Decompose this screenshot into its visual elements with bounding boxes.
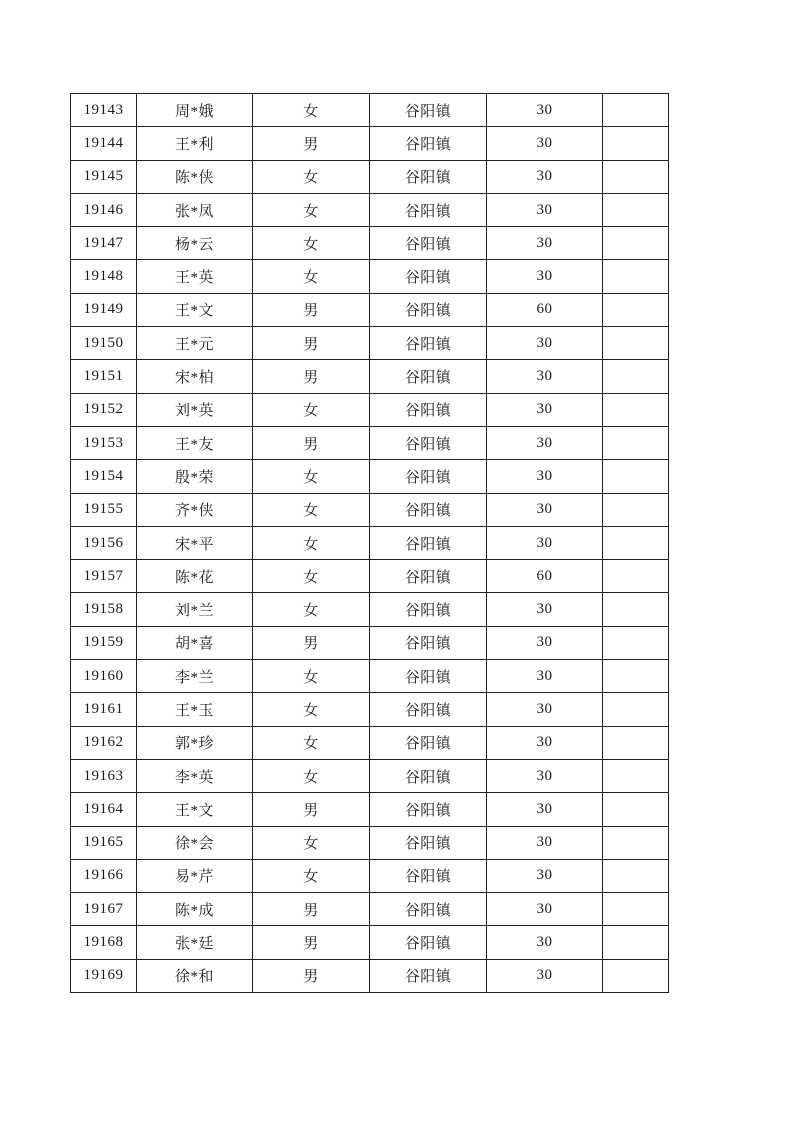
cell-name: 陈*侠: [137, 160, 253, 193]
cell-town: 谷阳镇: [370, 160, 487, 193]
cell-amount: 30: [487, 526, 603, 559]
cell-gender: 男: [253, 926, 370, 959]
cell-gender: 女: [253, 160, 370, 193]
table-row: [71, 859, 669, 892]
table-row: [71, 959, 669, 992]
cell-gender: 男: [253, 959, 370, 992]
cell-id: 19167: [71, 893, 137, 926]
cell-name: 刘*兰: [137, 593, 253, 626]
table-row: [71, 260, 669, 293]
cell-remark: [603, 759, 669, 792]
table-row: [71, 759, 669, 792]
table-row: [71, 626, 669, 659]
cell-amount: 30: [487, 260, 603, 293]
cell-id: 19146: [71, 193, 137, 226]
roster-table: [70, 93, 669, 993]
cell-id: 19164: [71, 793, 137, 826]
roster-table-body: [71, 94, 669, 993]
cell-name: 刘*英: [137, 393, 253, 426]
table-row: [71, 660, 669, 693]
table-row: [71, 193, 669, 226]
cell-name: 陈*成: [137, 893, 253, 926]
cell-id: 19152: [71, 393, 137, 426]
cell-name: 张*凤: [137, 193, 253, 226]
cell-gender: 女: [253, 193, 370, 226]
cell-name: 李*英: [137, 759, 253, 792]
cell-remark: [603, 560, 669, 593]
cell-name: 齐*侠: [137, 493, 253, 526]
cell-town: 谷阳镇: [370, 94, 487, 127]
table-row: [71, 593, 669, 626]
cell-gender: 女: [253, 726, 370, 759]
cell-amount: 30: [487, 227, 603, 260]
cell-name: 徐*和: [137, 959, 253, 992]
cell-amount: 30: [487, 160, 603, 193]
cell-remark: [603, 160, 669, 193]
cell-id: 19166: [71, 859, 137, 892]
cell-amount: 60: [487, 293, 603, 326]
cell-gender: 女: [253, 593, 370, 626]
cell-gender: 女: [253, 493, 370, 526]
table-row: [71, 893, 669, 926]
table-row: [71, 327, 669, 360]
cell-amount: 30: [487, 493, 603, 526]
cell-id: 19157: [71, 560, 137, 593]
cell-remark: [603, 626, 669, 659]
cell-name: 徐*会: [137, 826, 253, 859]
cell-town: 谷阳镇: [370, 360, 487, 393]
cell-name: 胡*喜: [137, 626, 253, 659]
cell-remark: [603, 793, 669, 826]
table-row: [71, 426, 669, 459]
cell-id: 19144: [71, 127, 137, 160]
cell-amount: 30: [487, 626, 603, 659]
cell-town: 谷阳镇: [370, 426, 487, 459]
cell-gender: 男: [253, 793, 370, 826]
cell-id: 19165: [71, 826, 137, 859]
cell-id: 19145: [71, 160, 137, 193]
table-row: [71, 127, 669, 160]
table-row: [71, 160, 669, 193]
table-row: [71, 393, 669, 426]
cell-amount: 30: [487, 759, 603, 792]
cell-id: 19163: [71, 759, 137, 792]
cell-amount: 30: [487, 693, 603, 726]
cell-town: 谷阳镇: [370, 560, 487, 593]
cell-name: 王*利: [137, 127, 253, 160]
cell-town: 谷阳镇: [370, 726, 487, 759]
table-row: [71, 227, 669, 260]
cell-name: 郭*珍: [137, 726, 253, 759]
cell-gender: 女: [253, 560, 370, 593]
cell-id: 19168: [71, 926, 137, 959]
cell-town: 谷阳镇: [370, 926, 487, 959]
cell-gender: 女: [253, 260, 370, 293]
cell-name: 王*文: [137, 793, 253, 826]
table-row: [71, 493, 669, 526]
cell-name: 王*英: [137, 260, 253, 293]
cell-name: 宋*平: [137, 526, 253, 559]
cell-gender: 男: [253, 127, 370, 160]
cell-amount: 30: [487, 360, 603, 393]
cell-town: 谷阳镇: [370, 793, 487, 826]
table-row: [71, 560, 669, 593]
cell-remark: [603, 959, 669, 992]
cell-town: 谷阳镇: [370, 660, 487, 693]
cell-town: 谷阳镇: [370, 460, 487, 493]
cell-remark: [603, 493, 669, 526]
cell-id: 19161: [71, 693, 137, 726]
cell-id: 19154: [71, 460, 137, 493]
cell-remark: [603, 327, 669, 360]
cell-town: 谷阳镇: [370, 493, 487, 526]
table-row: [71, 726, 669, 759]
cell-amount: 30: [487, 94, 603, 127]
cell-remark: [603, 926, 669, 959]
table-row: [71, 926, 669, 959]
cell-gender: 女: [253, 759, 370, 792]
cell-id: 19155: [71, 493, 137, 526]
cell-gender: 男: [253, 626, 370, 659]
cell-gender: 女: [253, 660, 370, 693]
cell-town: 谷阳镇: [370, 826, 487, 859]
cell-gender: 男: [253, 293, 370, 326]
cell-town: 谷阳镇: [370, 393, 487, 426]
cell-id: 19169: [71, 959, 137, 992]
cell-amount: 30: [487, 460, 603, 493]
cell-town: 谷阳镇: [370, 626, 487, 659]
cell-name: 杨*云: [137, 227, 253, 260]
cell-town: 谷阳镇: [370, 260, 487, 293]
cell-remark: [603, 426, 669, 459]
cell-remark: [603, 293, 669, 326]
table-row: [71, 460, 669, 493]
cell-amount: 30: [487, 127, 603, 160]
cell-id: 19150: [71, 327, 137, 360]
cell-amount: 30: [487, 593, 603, 626]
cell-name: 王*友: [137, 426, 253, 459]
cell-remark: [603, 593, 669, 626]
cell-town: 谷阳镇: [370, 327, 487, 360]
cell-town: 谷阳镇: [370, 193, 487, 226]
cell-id: 19159: [71, 626, 137, 659]
cell-amount: 30: [487, 193, 603, 226]
cell-amount: 30: [487, 826, 603, 859]
cell-name: 陈*花: [137, 560, 253, 593]
cell-remark: [603, 726, 669, 759]
cell-remark: [603, 260, 669, 293]
table-row: [71, 94, 669, 127]
cell-remark: [603, 393, 669, 426]
cell-remark: [603, 227, 669, 260]
cell-remark: [603, 94, 669, 127]
cell-town: 谷阳镇: [370, 593, 487, 626]
cell-gender: 女: [253, 393, 370, 426]
table-row: [71, 293, 669, 326]
cell-remark: [603, 127, 669, 160]
cell-amount: 30: [487, 859, 603, 892]
cell-id: 19153: [71, 426, 137, 459]
cell-id: 19158: [71, 593, 137, 626]
cell-name: 李*兰: [137, 660, 253, 693]
cell-id: 19151: [71, 360, 137, 393]
cell-town: 谷阳镇: [370, 759, 487, 792]
table-row: [71, 360, 669, 393]
cell-id: 19148: [71, 260, 137, 293]
cell-gender: 女: [253, 859, 370, 892]
cell-town: 谷阳镇: [370, 959, 487, 992]
table-row: [71, 826, 669, 859]
cell-id: 19160: [71, 660, 137, 693]
cell-id: 19149: [71, 293, 137, 326]
cell-amount: 30: [487, 660, 603, 693]
cell-remark: [603, 693, 669, 726]
cell-remark: [603, 360, 669, 393]
cell-gender: 女: [253, 693, 370, 726]
cell-name: 王*文: [137, 293, 253, 326]
cell-name: 王*元: [137, 327, 253, 360]
table-row: [71, 793, 669, 826]
cell-id: 19143: [71, 94, 137, 127]
cell-remark: [603, 826, 669, 859]
table-row: [71, 693, 669, 726]
cell-town: 谷阳镇: [370, 893, 487, 926]
cell-name: 周*娥: [137, 94, 253, 127]
cell-town: 谷阳镇: [370, 693, 487, 726]
cell-town: 谷阳镇: [370, 127, 487, 160]
cell-remark: [603, 893, 669, 926]
cell-gender: 男: [253, 426, 370, 459]
cell-town: 谷阳镇: [370, 293, 487, 326]
cell-name: 王*玉: [137, 693, 253, 726]
cell-id: 19147: [71, 227, 137, 260]
cell-amount: 30: [487, 959, 603, 992]
cell-amount: 60: [487, 560, 603, 593]
cell-gender: 女: [253, 94, 370, 127]
cell-remark: [603, 859, 669, 892]
cell-amount: 30: [487, 893, 603, 926]
cell-remark: [603, 460, 669, 493]
cell-gender: 男: [253, 893, 370, 926]
cell-name: 宋*柏: [137, 360, 253, 393]
cell-name: 张*廷: [137, 926, 253, 959]
cell-gender: 女: [253, 526, 370, 559]
cell-amount: 30: [487, 726, 603, 759]
cell-amount: 30: [487, 327, 603, 360]
cell-gender: 女: [253, 826, 370, 859]
table-row: [71, 526, 669, 559]
cell-name: 易*芹: [137, 859, 253, 892]
cell-id: 19156: [71, 526, 137, 559]
cell-amount: 30: [487, 393, 603, 426]
cell-remark: [603, 660, 669, 693]
cell-town: 谷阳镇: [370, 227, 487, 260]
cell-gender: 女: [253, 460, 370, 493]
cell-gender: 女: [253, 227, 370, 260]
cell-remark: [603, 193, 669, 226]
cell-town: 谷阳镇: [370, 526, 487, 559]
cell-gender: 男: [253, 327, 370, 360]
cell-amount: 30: [487, 926, 603, 959]
cell-name: 殷*荣: [137, 460, 253, 493]
cell-remark: [603, 526, 669, 559]
cell-gender: 男: [253, 360, 370, 393]
cell-town: 谷阳镇: [370, 859, 487, 892]
cell-id: 19162: [71, 726, 137, 759]
cell-amount: 30: [487, 793, 603, 826]
cell-amount: 30: [487, 426, 603, 459]
